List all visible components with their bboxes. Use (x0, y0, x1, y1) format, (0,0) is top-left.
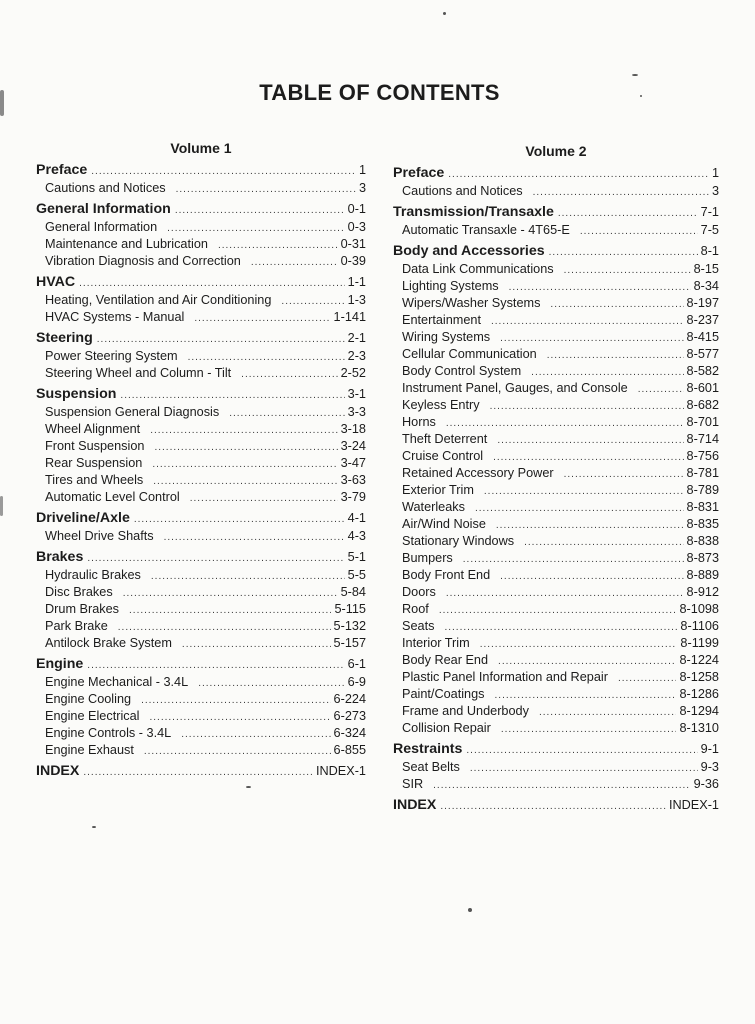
item-label: Theft Deterrent (402, 432, 488, 446)
toc-section-body-and-accessories (393, 242, 719, 261)
item-label: HVAC Systems - Manual (45, 310, 185, 324)
toc-section-suspension (36, 385, 366, 404)
page-number: 8-34 (693, 279, 719, 293)
scan-speck (632, 74, 638, 76)
page-title: TABLE OF CONTENTS (259, 80, 500, 105)
toc-item-horns (393, 414, 719, 431)
item-label: Engine Cooling (45, 692, 132, 706)
item-label: Engine Mechanical - 3.4L (45, 675, 189, 689)
dot-leader (281, 293, 344, 310)
dot-leader (533, 184, 709, 201)
toc-item-hydraulic-brakes (36, 567, 366, 584)
page-number: 3 (358, 181, 366, 195)
toc-item-interior-trim (393, 635, 719, 652)
toc-item-rear-suspension (36, 455, 366, 472)
page-number: 9-36 (693, 777, 719, 791)
section-title: INDEX (393, 797, 437, 813)
item-label: SIR (402, 777, 424, 791)
item-label: Power Steering System (45, 349, 178, 363)
toc-item-doors (393, 584, 719, 601)
page-number: 1 (358, 163, 366, 177)
page-number: 8-577 (686, 347, 719, 361)
item-label: Engine Controls - 3.4L (45, 726, 172, 740)
dot-leader (547, 347, 684, 364)
dot-leader (153, 473, 337, 490)
item-label: Retained Accessory Power (402, 466, 554, 480)
page-number: 9-3 (700, 760, 719, 774)
section-title: Steering (36, 330, 93, 346)
dot-leader (524, 534, 683, 551)
page-number: 8-682 (686, 398, 719, 412)
page-number: 6-9 (347, 675, 366, 689)
toc-item-stationary-windows (393, 533, 719, 550)
page-number: 1-1 (347, 275, 366, 289)
toc-item-heating-ventilation-and-air-conditioning (36, 292, 366, 309)
dot-leader (564, 262, 691, 279)
toc-item-retained-accessory-power (393, 465, 719, 482)
item-label: Tires and Wheels (45, 473, 144, 487)
dot-leader (190, 490, 338, 507)
page-number: 8-714 (686, 432, 719, 446)
dot-leader (83, 763, 313, 782)
dot-leader (475, 500, 684, 517)
dot-leader (87, 549, 344, 568)
dot-leader (118, 619, 331, 636)
section-title: HVAC (36, 274, 76, 290)
section-title: Brakes (36, 549, 84, 565)
dot-leader (181, 726, 330, 743)
section-title: INDEX (36, 763, 80, 779)
page-number: 5-132 (333, 619, 366, 633)
toc-item-wiring-systems (393, 329, 719, 346)
scan-speck (92, 826, 96, 828)
item-label: Hydraulic Brakes (45, 568, 141, 582)
page-number: 8-756 (686, 449, 719, 463)
page-number: 8-1098 (679, 602, 719, 616)
dot-leader (638, 381, 684, 398)
page-number: 2-1 (347, 331, 366, 345)
dot-leader (218, 237, 338, 254)
section-title: Transmission/Transaxle (393, 204, 554, 220)
toc-item-keyless-entry (393, 397, 719, 414)
toc-item-automatic-level-control (36, 489, 366, 506)
page-number: 6-324 (333, 726, 366, 740)
dot-leader (480, 636, 678, 653)
item-label: Body Rear End (402, 653, 489, 667)
page-number: 3 (711, 184, 719, 198)
item-label: Rear Suspension (45, 456, 143, 470)
dot-leader (463, 551, 684, 568)
dot-leader (500, 568, 683, 585)
toc-section-general-information (36, 200, 366, 219)
dot-leader (120, 386, 344, 405)
item-label: Frame and Underbody (402, 704, 529, 718)
toc-item-data-link-communications (393, 261, 719, 278)
section-title: Suspension (36, 386, 117, 402)
toc-item-drum-brakes (36, 601, 366, 618)
page-number: 8-873 (686, 551, 719, 565)
item-label: Data Link Communications (402, 262, 554, 276)
page-number: 8-1258 (679, 670, 719, 684)
item-label: Air/Wind Noise (402, 517, 486, 531)
scan-speck (640, 95, 642, 97)
page-number: 0-1 (347, 202, 366, 216)
dot-leader (446, 415, 684, 432)
toc-item-collision-repair (393, 720, 719, 737)
toc-item-cautions-and-notices (393, 183, 719, 200)
dot-leader (167, 220, 345, 237)
scan-speck (246, 786, 251, 788)
item-label: Automatic Level Control (45, 490, 180, 504)
toc-section-hvac (36, 273, 366, 292)
item-label: Instrument Panel, Gauges, and Console (402, 381, 628, 395)
dot-leader (580, 223, 698, 240)
dot-leader (150, 422, 337, 439)
dot-leader (134, 510, 345, 529)
item-label: Horns (402, 415, 436, 429)
toc-item-body-front-end (393, 567, 719, 584)
page-number: 7-1 (700, 205, 719, 219)
toc-item-antilock-brake-system (36, 635, 366, 652)
toc-section-index (36, 762, 366, 781)
dot-leader (495, 687, 677, 704)
page-number: 6-273 (333, 709, 366, 723)
toc-section-restraints (393, 740, 719, 759)
dot-leader (484, 483, 684, 500)
page-number: 5-115 (334, 602, 366, 616)
item-label: Wiring Systems (402, 330, 491, 344)
item-label: General Information (45, 220, 158, 234)
dot-leader (549, 243, 698, 262)
page-number: 6-224 (333, 692, 366, 706)
volume-heading: Volume 2 (525, 143, 587, 159)
toc-item-engine-mechanical-3-4l (36, 674, 366, 691)
page-number: 3-47 (340, 456, 366, 470)
dot-leader (91, 162, 356, 181)
toc-section-brakes (36, 548, 366, 567)
item-label: Stationary Windows (402, 534, 515, 548)
item-label: Wipers/Washer Systems (402, 296, 541, 310)
item-label: Roof (402, 602, 429, 616)
dot-leader (501, 721, 677, 738)
dot-leader (188, 349, 345, 366)
toc-section-index (393, 796, 719, 815)
page-number: 8-701 (686, 415, 719, 429)
toc-item-waterleaks (393, 499, 719, 516)
dot-leader (498, 653, 676, 670)
toc-item-suspension-general-diagnosis (36, 404, 366, 421)
toc-item-entertainment (393, 312, 719, 329)
item-label: Steering Wheel and Column - Tilt (45, 366, 232, 380)
page-number: 7-5 (700, 223, 719, 237)
dot-leader (446, 585, 684, 602)
dot-leader (500, 330, 683, 347)
toc-section-transmission-transaxle (393, 203, 719, 222)
item-label: Exterior Trim (402, 483, 474, 497)
item-label: Cautions and Notices (45, 181, 166, 195)
item-label: Plastic Panel Information and Repair (402, 670, 608, 684)
item-label: Body Control System (402, 364, 522, 378)
item-label: Suspension General Diagnosis (45, 405, 220, 419)
dot-leader (152, 456, 337, 473)
volume-2-column (393, 141, 719, 815)
item-label: Interior Trim (402, 636, 470, 650)
section-title: Restraints (393, 741, 463, 757)
item-label: Seats (402, 619, 435, 633)
dot-leader (550, 296, 683, 313)
item-label: Cellular Communication (402, 347, 537, 361)
dot-leader (448, 165, 709, 184)
item-label: Bumpers (402, 551, 453, 565)
page-number: 3-1 (347, 387, 366, 401)
dot-leader (251, 254, 338, 271)
item-label: Entertainment (402, 313, 481, 327)
dot-leader (539, 704, 677, 721)
dot-leader (87, 656, 344, 675)
item-label: Waterleaks (402, 500, 465, 514)
dot-leader (123, 585, 338, 602)
page-number: 4-1 (347, 511, 366, 525)
page-number: 8-1199 (680, 636, 719, 650)
toc-item-front-suspension (36, 438, 366, 455)
page-number: 1 (711, 166, 719, 180)
page-number: 8-582 (686, 364, 719, 378)
page-number: 3-79 (340, 490, 366, 504)
section-title: Driveline/Axle (36, 510, 130, 526)
section-title: General Information (36, 201, 171, 217)
dot-leader (531, 364, 683, 381)
item-label: Front Suspension (45, 439, 145, 453)
toc-item-power-steering-system (36, 348, 366, 365)
toc-item-hvac-systems-manual (36, 309, 366, 326)
dot-leader (164, 529, 345, 546)
toc-section-driveline-axle (36, 509, 366, 528)
toc-item-instrument-panel-gauges-and-console (393, 380, 719, 397)
page-number: 8-237 (686, 313, 719, 327)
item-label: Engine Electrical (45, 709, 140, 723)
toc-item-engine-electrical (36, 708, 366, 725)
toc-item-automatic-transaxle-4t65-e (393, 222, 719, 239)
page-number: 2-3 (347, 349, 366, 363)
item-label: Drum Brakes (45, 602, 120, 616)
dot-leader (509, 279, 691, 296)
page-number: 8-1294 (679, 704, 719, 718)
item-label: Maintenance and Lubrication (45, 237, 208, 251)
section-title: Engine (36, 656, 84, 672)
toc-item-cellular-communication (393, 346, 719, 363)
dot-leader (141, 692, 330, 709)
toc-item-body-rear-end (393, 652, 719, 669)
item-label: Cautions and Notices (402, 184, 523, 198)
page-number: 3-3 (347, 405, 366, 419)
toc-section-preface (36, 161, 366, 180)
page-number: 8-912 (686, 585, 719, 599)
dot-leader (558, 204, 698, 223)
page-number: 1-3 (347, 293, 366, 307)
page-number: 8-15 (693, 262, 719, 276)
item-label: Paint/Coatings (402, 687, 485, 701)
item-label: Heating, Ventilation and Air Conditioning (45, 293, 272, 307)
dot-leader (466, 741, 697, 760)
scan-speck (468, 908, 472, 912)
dot-leader (618, 670, 677, 687)
page-number: 6-855 (333, 743, 366, 757)
item-label: Engine Exhaust (45, 743, 134, 757)
dot-leader (182, 636, 331, 653)
page-number: 2-52 (340, 366, 366, 380)
item-label: Antilock Brake System (45, 636, 172, 650)
toc-item-body-control-system (393, 363, 719, 380)
toc-item-cautions-and-notices (36, 180, 366, 197)
toc-item-theft-deterrent (393, 431, 719, 448)
dot-leader (154, 439, 337, 456)
toc-item-wheel-drive-shafts (36, 528, 366, 545)
item-label: Vibration Diagnosis and Correction (45, 254, 241, 268)
item-label: Seat Belts (402, 760, 460, 774)
toc-section-steering (36, 329, 366, 348)
page-number: 0-3 (347, 220, 366, 234)
volume-heading: Volume 1 (170, 140, 232, 156)
toc-item-disc-brakes (36, 584, 366, 601)
page-number: 0-31 (340, 237, 366, 251)
page-number: 9-1 (700, 742, 719, 756)
dot-leader (79, 274, 345, 293)
dot-leader (229, 405, 344, 422)
dot-leader (175, 201, 345, 220)
toc-item-paint-coatings (393, 686, 719, 703)
item-label: Lighting Systems (402, 279, 499, 293)
page-number: 8-197 (686, 296, 719, 310)
section-title: Preface (36, 162, 88, 178)
toc-section-engine (36, 655, 366, 674)
page-number: 8-601 (686, 381, 719, 395)
page-number: 3-18 (340, 422, 366, 436)
page-number: 8-835 (686, 517, 719, 531)
section-title: Preface (393, 165, 445, 181)
item-label: Automatic Transaxle - 4T65-E (402, 223, 570, 237)
page-number: 8-781 (686, 466, 719, 480)
toc-item-sir (393, 776, 719, 793)
toc-section-preface (393, 164, 719, 183)
page-number: INDEX-1 (315, 764, 366, 778)
scan-edge-mark (0, 496, 3, 516)
toc-item-bumpers (393, 550, 719, 567)
toc-item-engine-exhaust (36, 742, 366, 759)
scan-edge-mark (0, 90, 4, 116)
page-number: 8-831 (686, 500, 719, 514)
dot-leader (433, 777, 690, 794)
toc-item-seats (393, 618, 719, 635)
page-number: 4-3 (347, 529, 366, 543)
dot-leader (440, 797, 666, 816)
page-number: 8-1310 (679, 721, 719, 735)
item-label: Disc Brakes (45, 585, 113, 599)
dot-leader (151, 568, 345, 585)
page-number: 8-1286 (679, 687, 719, 701)
toc-item-general-information (36, 219, 366, 236)
page-number: 5-1 (347, 550, 366, 564)
toc-item-steering-wheel-and-column-tilt (36, 365, 366, 382)
dot-leader (144, 743, 331, 760)
dot-leader (129, 602, 331, 619)
volume-1-column (36, 138, 366, 781)
page-number: 1-141 (333, 310, 366, 324)
scan-speck (443, 12, 446, 15)
toc-item-seat-belts (393, 759, 719, 776)
toc-item-vibration-diagnosis-and-correction (36, 253, 366, 270)
toc-item-wheel-alignment (36, 421, 366, 438)
dot-leader (493, 449, 683, 466)
dot-leader (198, 675, 344, 692)
page-number: 6-1 (347, 657, 366, 671)
toc-item-tires-and-wheels (36, 472, 366, 489)
page-number: 5-5 (347, 568, 366, 582)
dot-leader (564, 466, 684, 483)
item-label: Collision Repair (402, 721, 491, 735)
page-number: 8-1 (700, 244, 719, 258)
dot-leader (491, 313, 684, 330)
page-number: 3-24 (340, 439, 366, 453)
page-number: 8-838 (686, 534, 719, 548)
toc-item-exterior-trim (393, 482, 719, 499)
item-label: Keyless Entry (402, 398, 480, 412)
item-label: Body Front End (402, 568, 491, 582)
toc-item-engine-cooling (36, 691, 366, 708)
page-number: 5-157 (333, 636, 366, 650)
page-number: 5-84 (340, 585, 366, 599)
dot-leader (176, 181, 356, 198)
dot-leader (194, 310, 330, 327)
dot-leader (497, 432, 683, 449)
page-number: 8-415 (686, 330, 719, 344)
page-number: 3-63 (340, 473, 366, 487)
item-label: Cruise Control (402, 449, 484, 463)
dot-leader (444, 619, 677, 636)
toc-item-maintenance-and-lubrication (36, 236, 366, 253)
dot-leader (470, 760, 698, 777)
page-number: 8-789 (686, 483, 719, 497)
dot-leader (150, 709, 331, 726)
dot-leader (97, 330, 345, 349)
page-number: 8-1106 (680, 619, 719, 633)
toc-item-frame-and-underbody (393, 703, 719, 720)
toc-item-park-brake (36, 618, 366, 635)
dot-leader (490, 398, 684, 415)
dot-leader (241, 366, 337, 383)
section-title: Body and Accessories (393, 243, 545, 259)
toc-item-lighting-systems (393, 278, 719, 295)
item-label: Wheel Drive Shafts (45, 529, 154, 543)
item-label: Park Brake (45, 619, 108, 633)
toc-item-roof (393, 601, 719, 618)
page-number: 8-889 (686, 568, 719, 582)
dot-leader (496, 517, 684, 534)
toc-item-wipers-washer-systems (393, 295, 719, 312)
page-number: 0-39 (340, 254, 366, 268)
item-label: Doors (402, 585, 436, 599)
page-number: INDEX-1 (668, 798, 719, 812)
item-label: Wheel Alignment (45, 422, 141, 436)
toc-item-plastic-panel-information-and-repair (393, 669, 719, 686)
toc-item-air-wind-noise (393, 516, 719, 533)
toc-item-engine-controls-3-4l (36, 725, 366, 742)
page-number: 8-1224 (679, 653, 719, 667)
dot-leader (439, 602, 677, 619)
toc-item-cruise-control (393, 448, 719, 465)
